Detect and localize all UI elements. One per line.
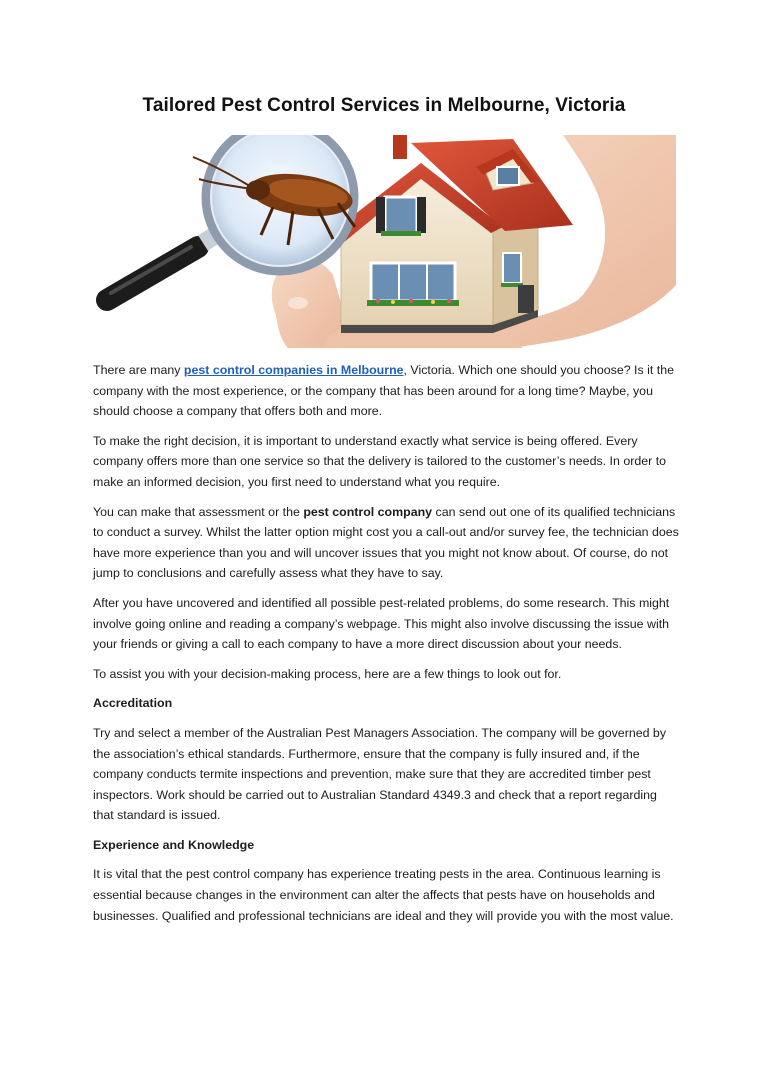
paragraph-assessment [93,502,679,584]
paragraph-intro-text-2: , Victoria. Which one should you choose? Is it the company with the most experience, or the company that has been around for a long time? Maybe, you should choose a company that offers both and more. [93,363,674,419]
article-body [93,360,679,935]
heading-experience: Experience and Knowledge [93,837,255,852]
paragraph-assessment-text-2: can send out one of its qualified technicians to conduct a survey. Whilst the latter option might cost you a call-out and/or survey fee, the technician does have more experience than you and will uncover issues that you might not know about. Of course, do not jump to conclusions and carefully assess what they have to say. [93,504,679,581]
heading-accreditation: Accreditation [93,696,173,711]
house-icon [328,135,573,333]
paragraph-research: After you have uncovered and identified all possible pest-related problems, do some research. This might involve going online and reading a company’s webpage. This might also involve discussing the issue with your friends or giving a call to each company to have a more direct discussion about your needs. [93,595,670,652]
pest-control-company-bold: pest control company [303,504,433,519]
paragraph-decision: To make the right decision, it is important to understand exactly what service is being offered. Every company offers more than one service so that the delivery is tailored to the customer’s needs. In order to make an informed decision, you first need to understand what you require. [93,433,667,489]
document-title: Tailored Pest Control Services in Melbourne, Victoria [142,95,626,116]
paragraph-accreditation: Try and select a member of the Australian Pest Managers Association. The company will be governed by the association’s ethical standards. Furthermore, ensure that the company is fully insured and, if the company conducts termite inspections and prevention, make sure that they are accredited timber pest inspectors. Work should be carried out to Australian Standard 4349.3 and check that a report regarding that standard is issued. [93,725,667,823]
paragraph-intro [93,360,679,422]
hero-image [93,135,676,348]
pest-control-companies-link[interactable]: pest control companies in Melbourne [183,363,404,377]
paragraph-intro-text: There are many [93,363,184,377]
paragraph-experience: It is vital that the pest control company has experience treating pests in the area. Continuous learning is essential because changes in the environment can alter the affects that pests have on households and businesses. Qualified and professional technicians are ideal and they will provide you with the most value. [93,867,674,923]
paragraph-assist: To assist you with your decision-making process, here are a few things to look out for. [93,666,562,681]
paragraph-assessment-text: You can make that assessment or the [93,504,304,519]
